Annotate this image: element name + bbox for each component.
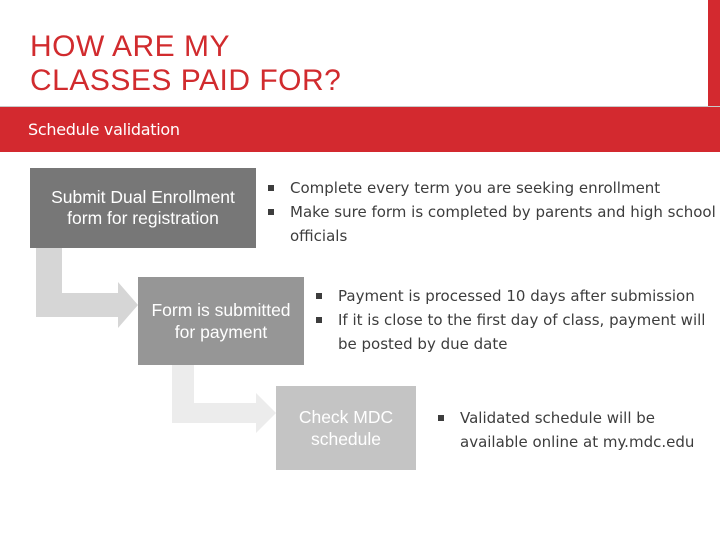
connector-arrow-1 [34,248,140,334]
square-bullet-icon [268,185,274,191]
step-box-submit-form [30,168,256,248]
bullet-item [314,284,714,308]
step-3-bullet-list [436,406,706,454]
slide-title-line-2: CLASSES PAID FOR? [30,64,342,97]
square-bullet-icon [438,415,444,421]
square-bullet-icon [268,209,274,215]
step-box-label: Form is submitted for payment [151,300,291,342]
step-1-bullet-list [266,176,716,248]
slide-title-line-1: HOW ARE MY [30,30,231,63]
bullet-text: Validated schedule will be available online at my.mdc.edu [460,409,695,451]
bullet-item [266,176,716,200]
bullet-item [314,308,714,356]
square-bullet-icon [316,293,322,299]
bullet-text: Make sure form is completed by parents and high school officials [290,203,716,245]
connector-arrow-2 [170,365,278,435]
banner-edge-accent [708,0,720,152]
step-box-check-schedule [276,386,416,470]
square-bullet-icon [316,317,322,323]
section-banner-label: Schedule validation [28,120,180,139]
bullet-item [266,200,716,248]
bullet-text: If it is close to the first day of class, payment will be posted by due date [338,311,706,353]
step-box-label: Check MDC schedule [298,407,394,449]
bullet-item [436,406,706,454]
step-box-submitted-payment [138,277,304,365]
bullet-text: Payment is processed 10 days after submission [338,287,695,305]
bullet-text: Complete every term you are seeking enrollment [290,179,661,197]
step-2-bullet-list [314,284,714,356]
step-box-label: Submit Dual Enrollment form for registration [51,187,235,228]
slide-title [30,30,341,98]
